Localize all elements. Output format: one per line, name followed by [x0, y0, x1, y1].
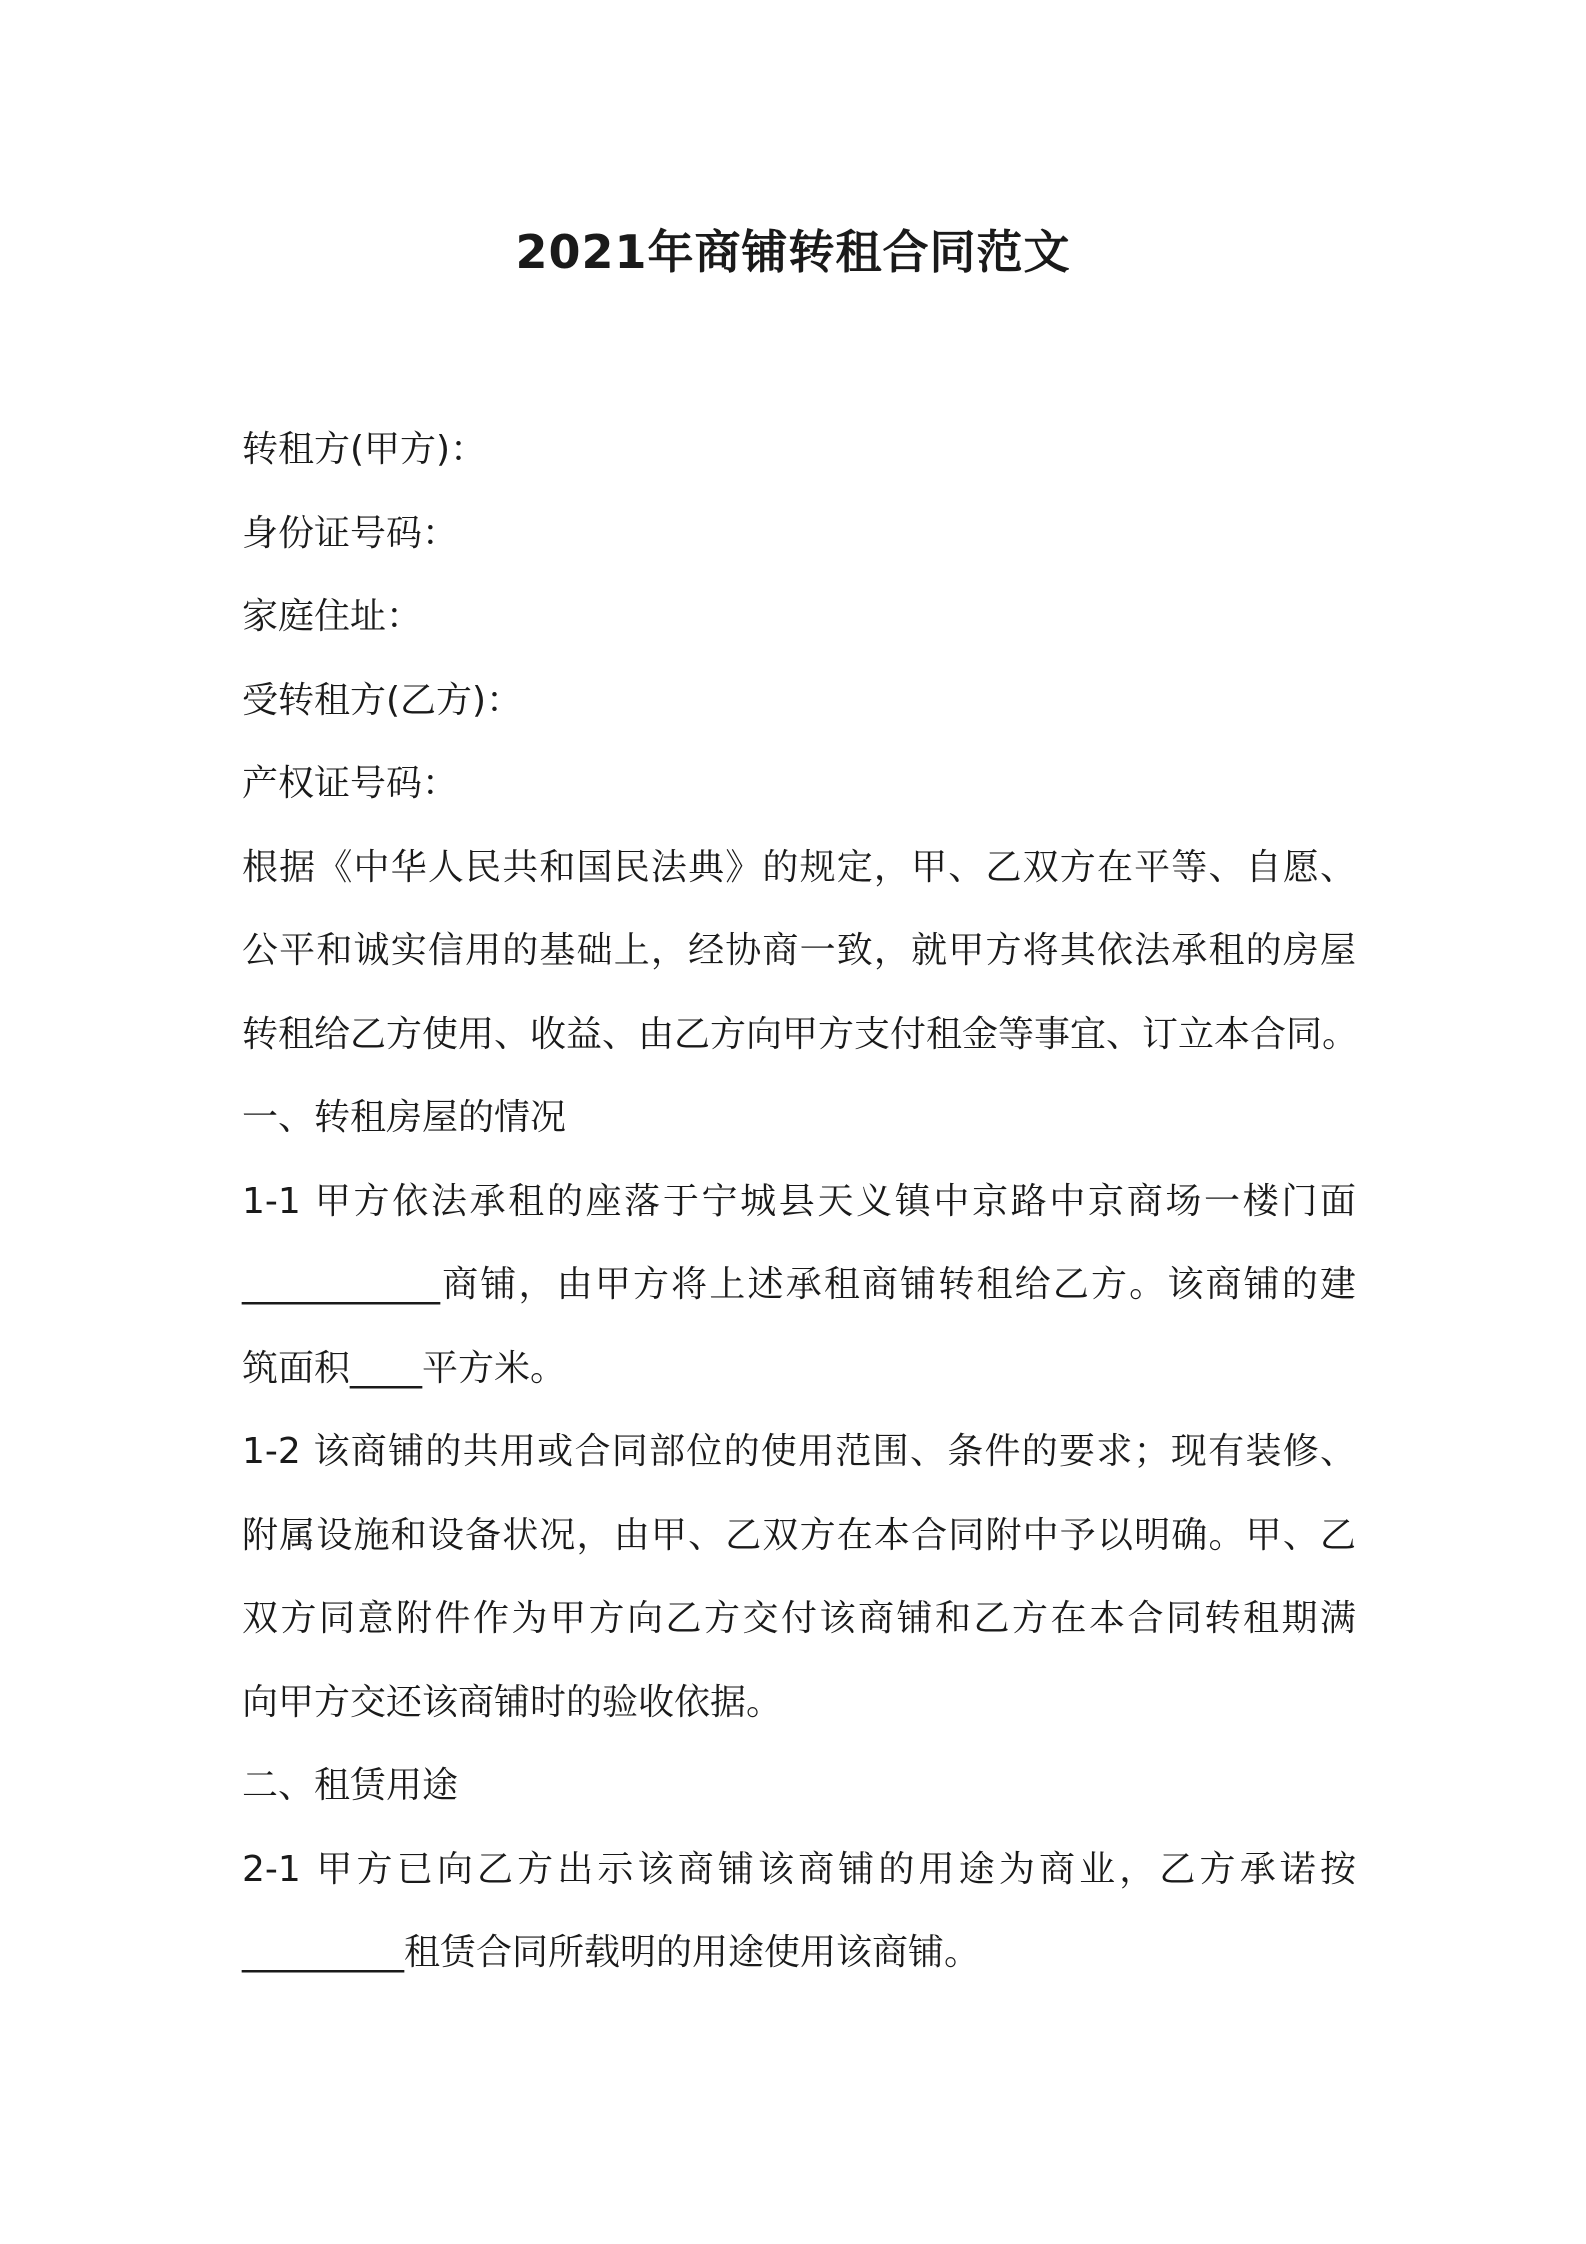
field-sublessee: 受转租方(乙方)：	[242, 679, 523, 721]
section-heading-2: 二、租赁用途	[242, 1765, 459, 1806]
clause-1-2-line: 附属设施和设备状况，由甲、乙双方在本合同附中予以明确。甲、乙	[242, 1514, 1356, 1556]
field-id-number: 身份证号码：	[242, 512, 459, 554]
preamble-line: 根据《中华人民共和国民法典》的规定，甲、乙双方在平等、自愿、	[242, 846, 1356, 888]
field-home-address: 家庭住址：	[242, 596, 423, 637]
section-heading-1: 一、转租房屋的情况	[242, 1097, 567, 1138]
clause-2-1-line: 2-1 甲方已向乙方出示该商铺该商铺的用途为商业，乙方承诺按	[242, 1848, 1356, 1890]
clause-2-1-line: _________租赁合同所载明的用途使用该商铺。	[242, 1932, 981, 1973]
field-sublessor: 转租方(甲方)：	[242, 429, 487, 470]
clause-1-1-line: ___________商铺，由甲方将上述承租商铺转租给乙方。该商铺的建	[242, 1264, 1356, 1305]
clause-1-1-line: 1-1 甲方依法承租的座落于宁城县天义镇中京路中京商场一楼门面	[242, 1180, 1356, 1222]
clause-1-2-line: 1-2 该商铺的共用或合同部位的使用范围、条件的要求；现有装修、	[242, 1431, 1356, 1472]
clause-1-1-line: 筑面积____平方米。	[242, 1347, 567, 1389]
document-title: 2021年商铺转租合同范文	[515, 225, 1071, 279]
field-property-cert-number: 产权证号码：	[242, 763, 459, 804]
clause-1-2-line: 双方同意附件作为甲方向乙方交付该商铺和乙方在本合同转租期满	[242, 1598, 1356, 1639]
document-body	[242, 408, 1359, 1995]
preamble-line: 转租给乙方使用、收益、由乙方向甲方支付租金等事宜、订立本合同。	[242, 1013, 1359, 1055]
clause-1-2-line: 向甲方交还该商铺时的验收依据。	[242, 1681, 783, 1723]
preamble-line: 公平和诚实信用的基础上，经协商一致，就甲方将其依法承租的房屋	[242, 930, 1356, 971]
